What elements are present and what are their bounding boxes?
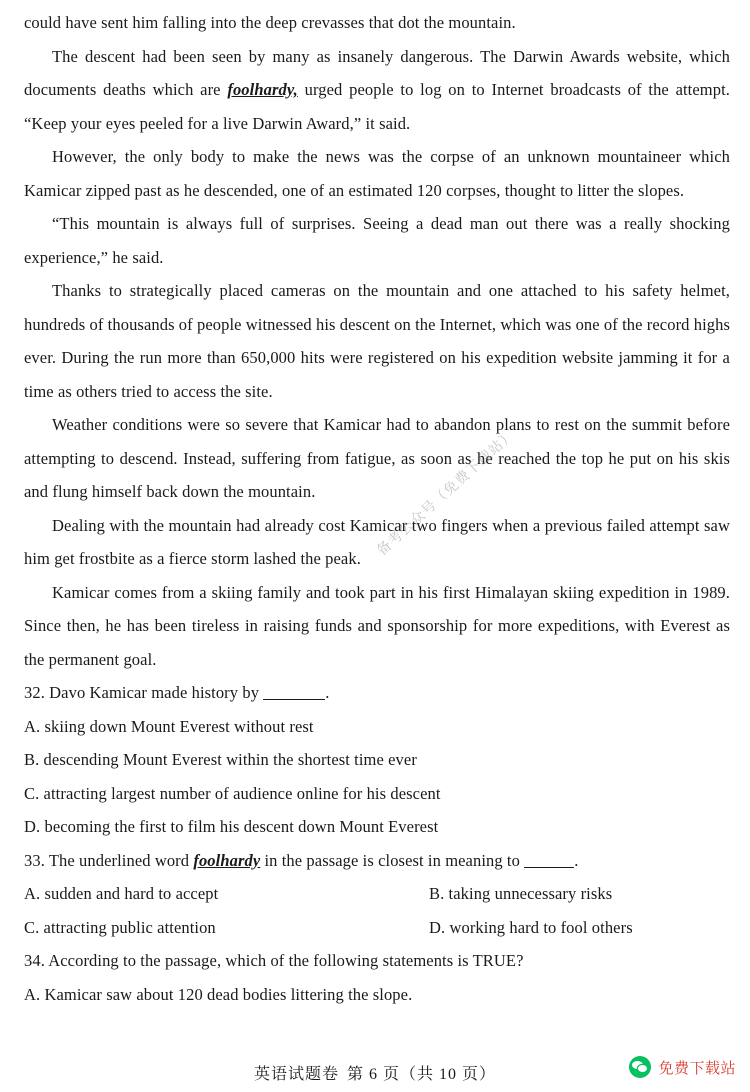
site-badge [629, 1056, 736, 1078]
option-label: A. Kamicar saw about 120 dead bodies littering the slope. [24, 984, 413, 1004]
site-badge-label: 免费下载站 [658, 1059, 736, 1077]
paragraph [24, 140, 730, 207]
option-label: A. skiing down Mount Everest without rest [24, 716, 314, 736]
question-stem-33 [24, 844, 730, 878]
emphasized-word: foolhardy, [227, 80, 298, 99]
option-33-c [24, 911, 429, 945]
footer-page-label: 第 6 页（共 10 页） [347, 1066, 497, 1083]
paragraph-text: urged people to log on to Internet broadcasts of the attempt. “Keep your eyes peeled for a live Darwin Award,” it said. [24, 80, 730, 133]
answer-blank [263, 699, 325, 700]
option-label: D. working hard to fool others [429, 917, 633, 937]
paragraph-text: The descent had been seen by many as insanely dangerous. The Darwin Awards website, which documents deaths which are [24, 46, 730, 99]
option-label: A. sudden and hard to accept [24, 884, 219, 903]
paragraph [24, 509, 730, 576]
paragraph [24, 6, 730, 40]
option-33-b [429, 877, 730, 911]
paragraph [24, 408, 730, 509]
option-32-b [24, 743, 730, 777]
paragraph-text: “This mountain is always full of surprises. Seeing a dead man out there was a really shocking experience,” he said. [24, 214, 730, 267]
option-label: C. attracting public attention [24, 917, 216, 937]
option-row-33-2 [24, 911, 730, 945]
option-32-c [24, 777, 730, 811]
paragraph [24, 274, 730, 408]
paragraph-text: Thanks to strategically placed cameras on the mountain and one attached to his safety helmet, hundreds of thousands of people witnessed his descent on the Internet, which was one of the record highs ever. During the run more than 650,000 hits were registered on his expedition website jamming it for a time as others tried to access the site. [24, 281, 730, 401]
paragraph-text: Dealing with the mountain had already cost Kamicar two fingers when a previous failed attempt saw him get frostbite as a fierce storm lashed the peak. [24, 515, 730, 568]
wechat-icon [629, 1056, 651, 1078]
option-34-a [24, 978, 730, 1012]
option-33-a [24, 877, 429, 911]
question-stem-text: 34. According to the passage, which of the following statements is TRUE? [24, 951, 524, 970]
paragraph [24, 576, 730, 677]
option-row-33-1 [24, 877, 730, 911]
paragraph [24, 207, 730, 274]
paragraph [24, 40, 730, 141]
question-stem-text: 33. The underlined word [24, 850, 194, 870]
watermark-text: 备考公众号（免费下载站） [373, 426, 518, 559]
option-32-a [24, 710, 730, 744]
option-32-d [24, 810, 730, 844]
question-stem-34 [24, 944, 730, 978]
option-label: D. becoming the first to film his descent down Mount Everest [24, 817, 439, 836]
question-stem-text: 32. Davo Kamicar made history by [24, 683, 264, 702]
paragraph-text: could have sent him falling into the deep crevasses that dot the mountain. [24, 13, 516, 32]
option-33-d [429, 911, 730, 945]
question-stem-suffix: . [325, 683, 330, 702]
option-label: B. taking unnecessary risks [429, 884, 613, 903]
footer-subject: 英语试题卷 [253, 1066, 339, 1083]
question-stem-text: in the passage is closest in meaning to [260, 850, 525, 870]
question-stem-32 [24, 676, 730, 710]
paragraph-text: However, the only body to make the news was the corpse of an unknown mountaineer which Kamicar zipped past as he descended, one of an estimated 120 corpses, thought to litter the slopes. [24, 147, 730, 200]
option-label: C. attracting largest number of audience online for his descent [24, 783, 441, 803]
option-label: B. descending Mount Everest within the shortest time ever [24, 750, 417, 769]
emphasized-word: foolhardy [193, 850, 261, 870]
question-stem-suffix: . [574, 850, 579, 870]
paragraph-text: Kamicar comes from a skiing family and took part in his first Himalayan skiing expedition in 1989. Since then, he has been tireless in raising funds and sponsorship for more expeditions, with Everest as the permanent goal. [24, 582, 730, 669]
paragraph-text: Weather conditions were so severe that Kamicar had to abandon plans to rest on the summit before attempting to descend. Instead, suffering from fatigue, as soon as he reached the top he put on his skis and flung himself back down the mountain. [24, 415, 730, 501]
answer-blank [524, 867, 574, 868]
